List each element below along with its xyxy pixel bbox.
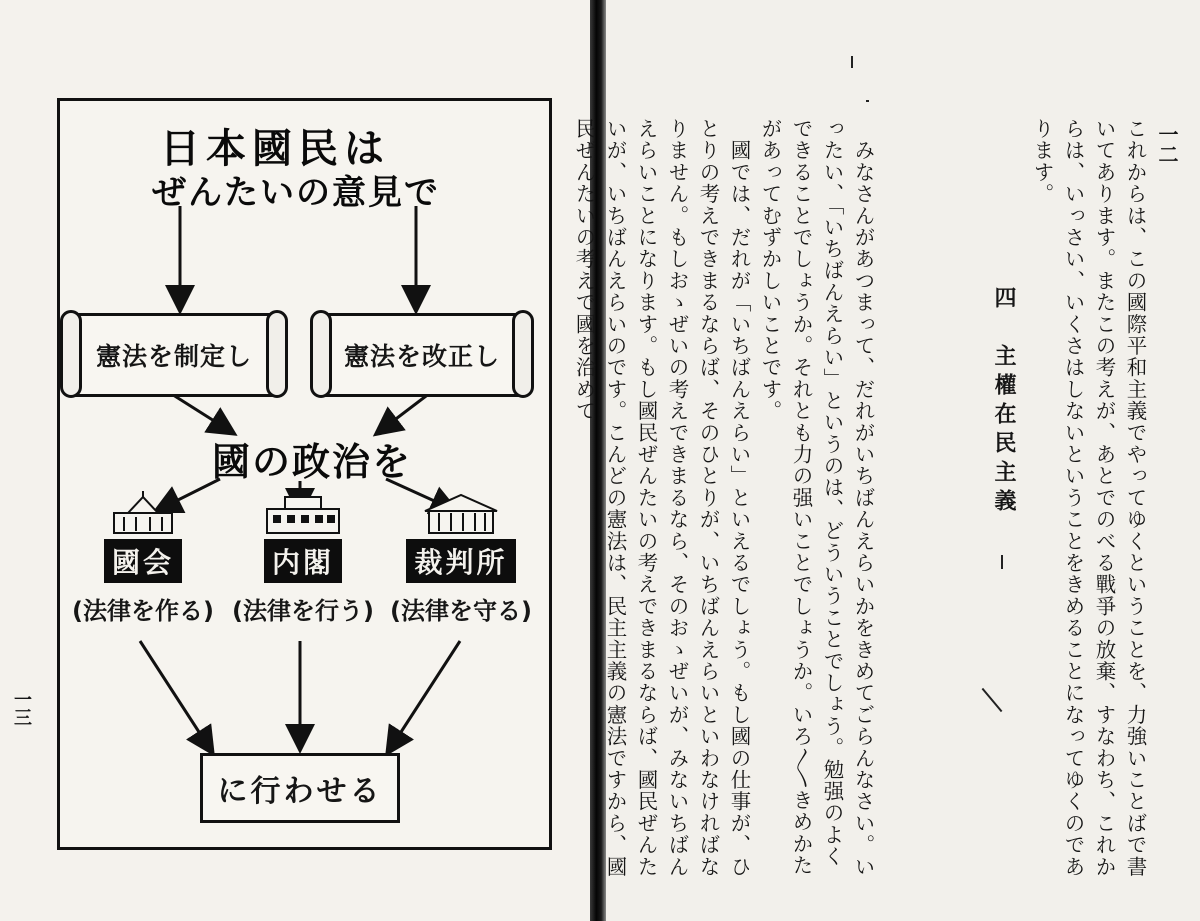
scroll-banner-enact bbox=[74, 313, 274, 397]
branch-role-diet: (法律を作る) bbox=[72, 597, 214, 625]
arrow-branch-3-to-bottom bbox=[390, 641, 460, 749]
paragraph-international-peace: これからは、この國際平和主義でやってゆくということを、力強いことばで書いてあります。またこの考えが、あとでのべる戰爭の放棄、すなわち、これからは、いっさい、いくさはしないということをきめることになってゆくのであります。 bbox=[1030, 118, 1147, 878]
scroll-label-amend: 憲法を改正し bbox=[343, 342, 500, 371]
arrow-scroll-left-to-middle bbox=[170, 393, 230, 431]
left-page-number: 一三 bbox=[11, 690, 32, 726]
diagram-middle-label: 國の政治を bbox=[212, 440, 413, 484]
sovereignty-diagram bbox=[57, 98, 552, 850]
branch-name-diet: 國会 bbox=[104, 539, 182, 583]
cabinet-building-icon bbox=[263, 491, 343, 535]
branch-court bbox=[386, 491, 536, 626]
section-heading: 四 主權在民主義 bbox=[991, 286, 1017, 518]
print-speck bbox=[982, 688, 1003, 712]
scroll-curl-icon bbox=[60, 310, 82, 398]
diagram-result-label: に行わせる bbox=[217, 774, 383, 809]
diet-building-icon bbox=[108, 491, 178, 535]
right-page bbox=[572, 0, 1200, 921]
court-building-icon bbox=[421, 491, 501, 535]
branch-name-court: 裁判所 bbox=[406, 539, 515, 583]
scroll-label-enact: 憲法を制定し bbox=[95, 342, 252, 371]
diagram-title-line2: ぜんたいの意見で bbox=[152, 173, 440, 213]
branch-role-court: (法律を守る) bbox=[390, 597, 532, 625]
scroll-banner-amend bbox=[324, 313, 520, 397]
branch-name-cabinet: 内閣 bbox=[264, 539, 342, 583]
print-speck bbox=[1001, 555, 1003, 569]
arrow-branch-1-to-bottom bbox=[140, 641, 210, 749]
print-speck bbox=[866, 100, 869, 102]
diagram-title-line1: 日本國民は bbox=[160, 126, 390, 172]
arrow-scroll-right-to-middle bbox=[380, 393, 430, 431]
scroll-curl-icon bbox=[266, 310, 288, 398]
left-page bbox=[0, 0, 590, 921]
scroll-curl-icon bbox=[512, 310, 534, 398]
paragraph-popular-sovereignty: みなさんがあつまって、だれがいちばんえらいかをきめてごらんなさい。いったい、「いちばんえらい」というのは、どういうことでしょう。勉强のよくできることでしょうか。それとも力の强いことでしょうか。いろ〱きめかたがあってむずかしいことです。 國では、だれが「いちばんえらい」といえるでしょう。もし國の仕事が、ひとりの考えできまるならば、そのひとりが、いちばんえらいといわなければなりません。もしおゝぜいの考えできまるなら、そのおゝぜいが、みないちばんえらいことになります。もし國民ぜんたいの考えできまるならば、國民ぜんたいが、いちばんえらいのです。こんどの憲法は、民主主義の憲法ですから、國民ぜんたいの考えで國を治めて bbox=[572, 118, 875, 878]
diagram-result-box bbox=[200, 753, 400, 823]
right-page-number: 一二 bbox=[1155, 124, 1179, 164]
branch-role-cabinet: (法律を行う) bbox=[232, 597, 374, 625]
branch-diet bbox=[68, 491, 218, 626]
scroll-curl-icon bbox=[310, 310, 332, 398]
branch-cabinet bbox=[228, 491, 378, 626]
print-speck bbox=[851, 56, 853, 68]
